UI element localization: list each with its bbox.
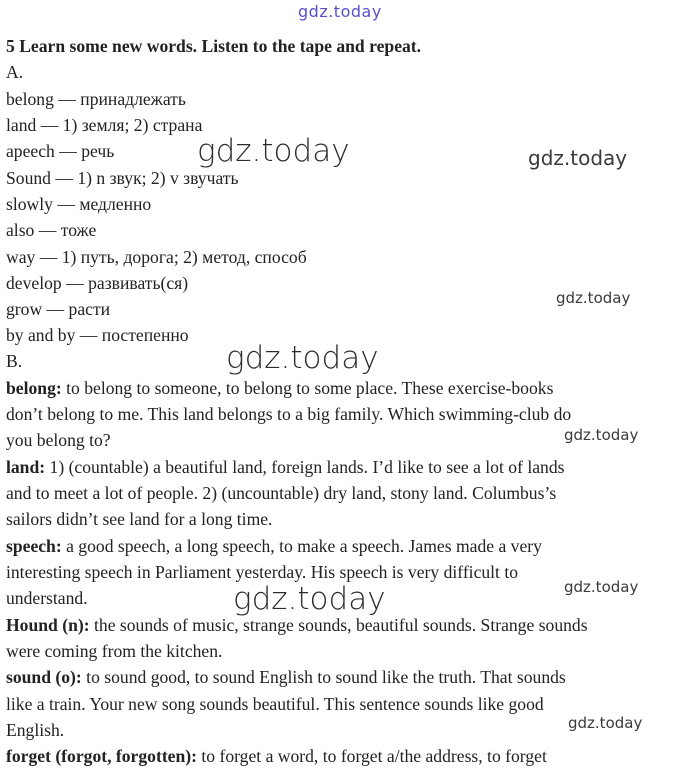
entry-text: to sound good, to sound English to sound like the truth. That sounds bbox=[81, 667, 566, 687]
entry-text: to forget a word, to forget a/the address, to forget bbox=[197, 746, 547, 766]
entry-term: Hound (n): bbox=[6, 615, 90, 635]
entry-term: belong: bbox=[6, 378, 62, 398]
entry-term: land: bbox=[6, 457, 46, 477]
vocab-item: grow — расти bbox=[6, 299, 111, 319]
entry-text: like a train. Your new song sounds beautiful. This sentence sounds like good bbox=[6, 694, 544, 714]
entry-text: English. bbox=[6, 720, 65, 740]
entry-text: understand. bbox=[6, 588, 88, 608]
entry-text: a good speech, a long speech, to make a speech. James made a very bbox=[61, 536, 542, 556]
vocab-item: apeech — речь bbox=[6, 141, 115, 161]
watermark: gdz.today bbox=[233, 581, 386, 617]
entry-text: 1) (countable) a beautiful land, foreign lands. I’d like to see a lot of lands bbox=[45, 457, 565, 477]
entry-term: speech: bbox=[6, 536, 62, 556]
vocab-item: also — тоже bbox=[6, 220, 97, 240]
vocab-item: belong — принадлежать bbox=[6, 89, 186, 109]
vocab-item: land — 1) земля; 2) страна bbox=[6, 115, 203, 135]
entry-text: were coming from the kitchen. bbox=[6, 641, 223, 661]
watermark: gdz.today bbox=[298, 2, 382, 21]
section-b-label: B. bbox=[6, 351, 23, 371]
watermark: gdz.today bbox=[556, 289, 631, 307]
watermark: gdz.today bbox=[197, 133, 350, 169]
watermark: gdz.today bbox=[226, 340, 379, 376]
entry-text: interesting speech in Parliament yesterday. His speech is very difficult to bbox=[6, 562, 519, 582]
exercise-title: 5 Learn some new words. Listen to the tape and repeat. bbox=[6, 36, 422, 56]
vocab-item: slowly — медленно bbox=[6, 194, 152, 214]
entry-text: to belong to someone, to belong to some place. These exercise-books bbox=[61, 378, 554, 398]
entry-term: forget (forgot, forgotten): bbox=[6, 746, 197, 766]
vocab-item: develop — развивать(ся) bbox=[6, 273, 189, 293]
entry-text: the sounds of music, strange sounds, beautiful sounds. Strange sounds bbox=[89, 615, 588, 635]
watermark: gdz.today bbox=[564, 426, 639, 444]
entry-text: you belong to? bbox=[6, 430, 111, 450]
watermark: gdz.today bbox=[528, 146, 628, 170]
watermark: gdz.today bbox=[564, 578, 639, 596]
entry-text: don’t belong to me. This land belongs to a big family. Which swimming-club do bbox=[6, 404, 572, 424]
entry-text: sailors didn’t see land for a long time. bbox=[6, 509, 273, 529]
watermark: gdz.today bbox=[568, 714, 643, 732]
vocab-item: by and by — постепенно bbox=[6, 325, 189, 345]
entry-text: and to meet a lot of people. 2) (uncountable) dry land, stony land. Columbus’s bbox=[6, 483, 557, 503]
vocab-item: way — 1) путь, дорога; 2) метод, способ bbox=[6, 247, 307, 267]
section-a-label: A. bbox=[6, 62, 24, 82]
entry-term: sound (o): bbox=[6, 667, 82, 687]
vocab-item: Sound — 1) n звук; 2) v звучать bbox=[6, 168, 239, 188]
